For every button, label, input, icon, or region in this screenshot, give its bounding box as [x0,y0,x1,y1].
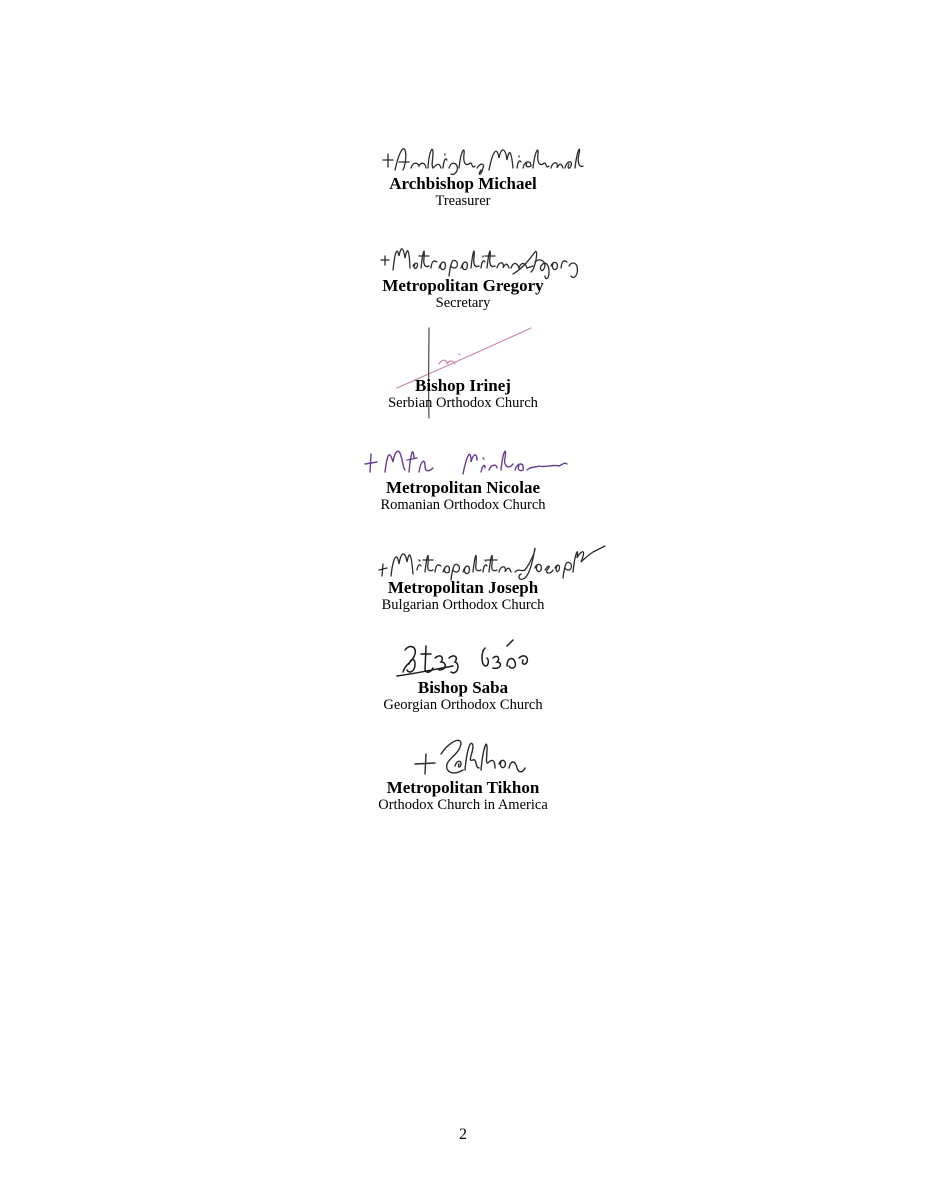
handwritten-signature-metropolitan-joseph [313,542,613,582]
signatory-name: Bishop Irinej [415,376,511,395]
signatory-title: Georgian Orthodox Church [383,697,543,713]
signatory-title: Treasurer [435,193,491,209]
signature-block-bishop-saba [313,636,613,716]
handwritten-signature-metropolitan-tikhon [313,734,613,782]
signatory-name: Metropolitan Nicolae [385,478,541,497]
signatory-name: Metropolitan Joseph [387,578,539,597]
signatory-name: Metropolitan Tikhon [386,778,540,797]
signatory-title: Serbian Orthodox Church [388,395,538,411]
signatory-title: Bulgarian Orthodox Church [381,597,545,613]
signatory-name: Metropolitan Gregory [382,276,544,295]
signatory-name: Bishop Saba [417,678,509,697]
handwritten-signature-metropolitan-gregory [313,240,613,280]
signature-block-archbishop-michael [313,140,613,210]
signature-block-metropolitan-tikhon [313,734,613,818]
page-number: 2 [459,1126,467,1143]
signatory-title: Romanian Orthodox Church [380,497,546,513]
signature-block-bishop-irinej [313,324,613,420]
signatory-title: Secretary [435,295,491,311]
signatory-title: Orthodox Church in America [378,797,548,813]
signatory-name: Archbishop Michael [389,174,537,193]
handwritten-signature-metropolitan-nicolae [313,442,613,482]
signature-block-metropolitan-nicolae [313,442,613,516]
signature-block-metropolitan-gregory [313,240,613,314]
handwritten-signature-bishop-saba [313,636,613,682]
signature-block-metropolitan-joseph [313,542,613,616]
